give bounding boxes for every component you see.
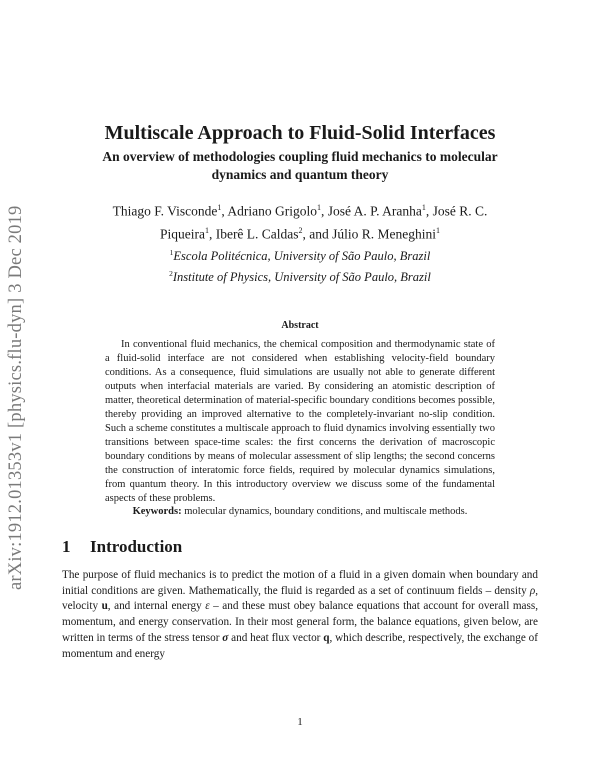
intro-text: , which describe, respectively, the exchange of momentum and energy [62,631,538,660]
affiliation-line [90,244,510,265]
keywords-text: molecular dynamics, boundary conditions, and multiscale methods. [184,506,468,517]
author-separator: , [208,226,216,241]
keywords-label: Keywords: [132,506,182,517]
arxiv-identifier-stamp: arXiv:1912.01353v1 [physics.flu-dyn] 3 Dec 2019 [6,205,26,590]
affiliation-line [90,265,510,286]
author-separator: , [221,203,228,219]
intro-text: , and internal energy [107,600,206,613]
introduction-paragraph [62,568,538,662]
intro-text: and heat flux vector [228,631,324,644]
affiliation-mark: 1 [436,225,441,235]
author-list [90,198,510,243]
section-number: 1 [62,537,71,556]
affiliation-mark: 2 [298,225,303,235]
affiliation-text: Institute of Physics, University of São Paulo, Brazil [172,270,431,285]
symbol-rho: ρ [529,584,536,597]
author-separator: , [320,203,328,219]
symbol-heat-flux: q [323,631,330,644]
author-name: Júlio R. Meneghini [332,226,437,241]
intro-text: The purpose of fluid mechanics is to predict the motion of a fluid in a given domain when boundary and initial conditions are given. Mathematically, the fluid is regarded as a set of continuum fields – density [62,569,538,597]
author-name: Adriano Grigolo [227,203,317,219]
affiliation-marker: 2 [169,269,173,279]
author-separator: , [425,203,433,219]
symbol-sigma: σ [222,631,229,644]
section-heading-introduction [62,537,182,557]
page-number: 1 [297,716,303,728]
author-name: José R. C. Piqueira [159,203,488,241]
affiliation-mark: 1 [316,203,321,212]
author-name: José A. P. Aranha [327,203,422,219]
affiliation-mark: 1 [217,203,222,212]
symbol-velocity: u [101,600,108,613]
affiliation-marker: 1 [169,248,174,257]
paper-subtitle: An overview of methodologies coupling fluid mechanics to molecular dynamics and quantum theory [102,149,498,182]
affiliation-mark: 1 [204,225,209,235]
paper-header [60,120,540,184]
author-separator: , and [302,226,333,241]
author-name: Thiago F. Visconde [112,203,218,219]
author-name: Iberê L. Caldas [215,226,299,241]
affiliation-text: Escola Politécnica, University of São Paulo, Brazil [173,249,431,264]
section-title: Introduction [90,537,183,556]
keywords-line [0,505,600,519]
intro-text: – and these must obey balance equations that account for overall mass, momentum, and energy conservation. In their most general form, the balance equations, given below, are written in terms of the stress tensor [62,600,538,644]
affiliation-mark: 1 [421,203,426,212]
abstract-heading: Abstract [281,320,319,331]
affiliation-list [90,244,510,286]
paper-title: Multiscale Approach to Fluid-Solid Interfaces [104,122,496,144]
symbol-epsilon: ε [205,600,210,613]
intro-text: , velocity [62,584,538,613]
abstract-text: In conventional fluid mechanics, the chemical composition and thermodynamic state of a fluid-solid interface are not considered when establishing velocity-field boundary conditions. As a consequence, fluid simulations are usually not able to generate different outputs when interfacial materials are varied. By considering an atomistic description of matter, theoretical determination of material-specific boundary conditions becomes possible, thereby providing an improved alternative to the completely-invariant no-slip condition. Such a scheme constitutes a multiscale approach to fluid dynamics involving essentially two transitions between space-time scales: the first concerns the derivation of macroscopic boundary conditions by means of molecular assessment of slip lengths; the second concerns the construction of interatomic force fields, required by molecular dynamics simulations, from quantum theory. In this introductory overview we discuss some of the fundamental aspects of these problems. [105,339,495,504]
